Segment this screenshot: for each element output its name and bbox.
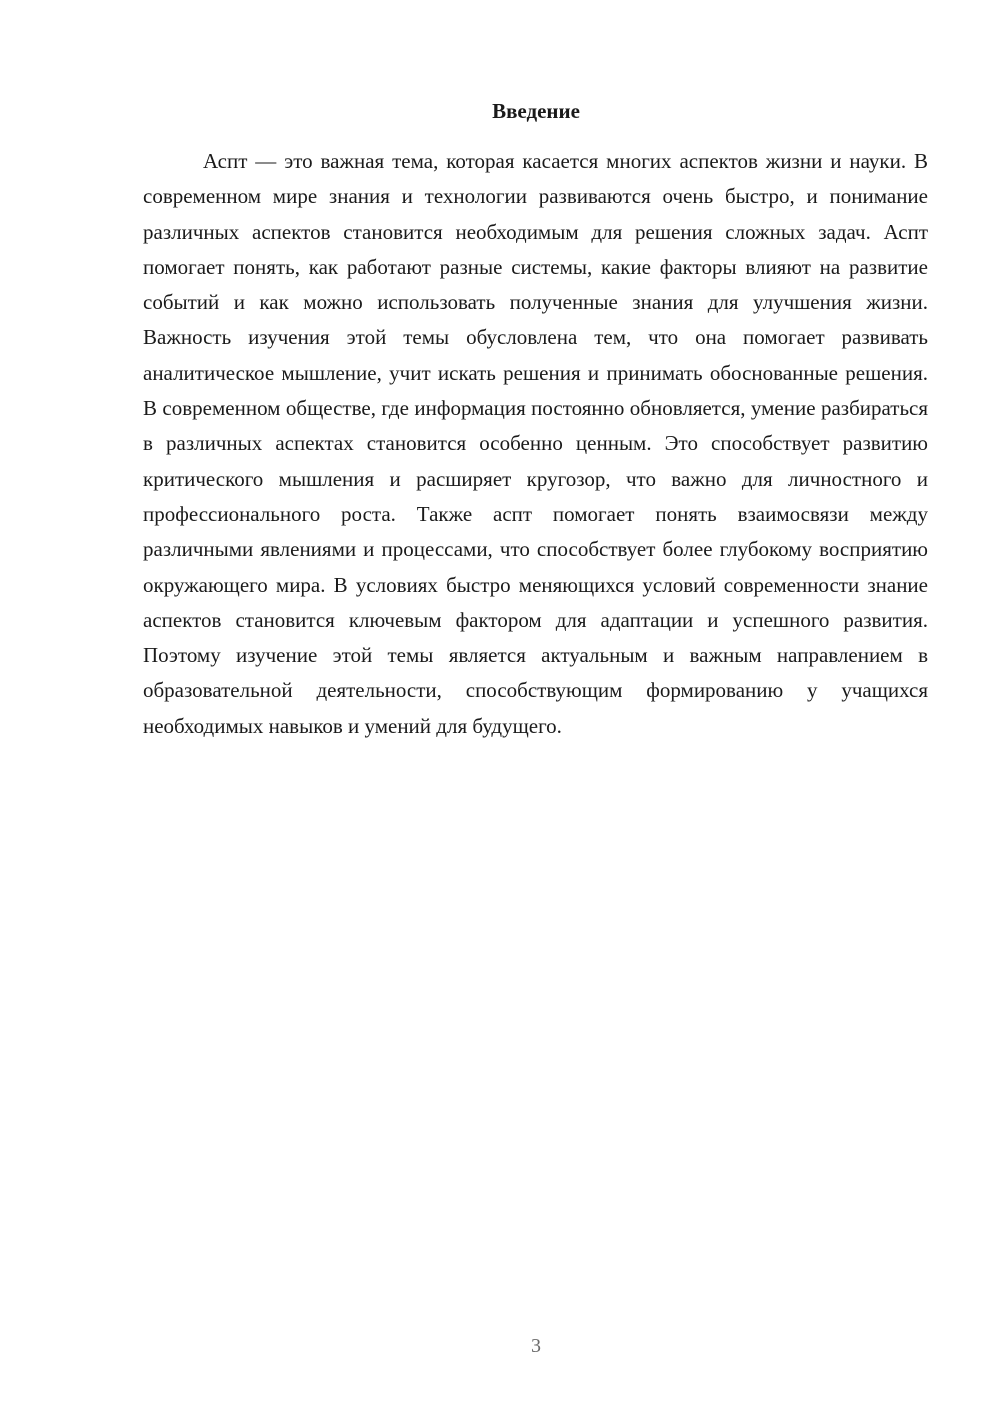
body-paragraph: Аспт — это важная тема, которая касается многих аспектов жизни и науки. В современном мире знания и технологии развиваются очень быстро, и понимание различных аспектов становится необходимым для решения сложных задач. Аспт помогает понять, как работают разные системы, какие факторы влияют на развитие событий и как можно использовать полученные знания для улучшения жизни. Важность изучения этой темы обусловлена тем, что она помогает развивать аналитическое мышление, учит искать решения и принимать обоснованные решения. В современном обществе, где информация постоянно обновляется, умение разбираться в различных аспектах становится особенно ценным. Это способствует развитию критического мышления и расширяет кругозор, что важно для личностного и профессионального роста. Также аспт помогает понять взаимосвязи между различными явлениями и процессами, что способствует более глубокому восприятию окружающего мира. В условиях быстро меняющихся условий современности знание аспектов становится ключевым фактором для адаптации и успешного развития. Поэтому изучение этой темы является актуальным и важным направлением в образовательной деятельности, способствующим формированию у учащихся необходимых навыков и умений для будущего. [143, 149, 928, 738]
section-heading: Введение [492, 99, 580, 123]
page-number: 3 [531, 1335, 541, 1357]
